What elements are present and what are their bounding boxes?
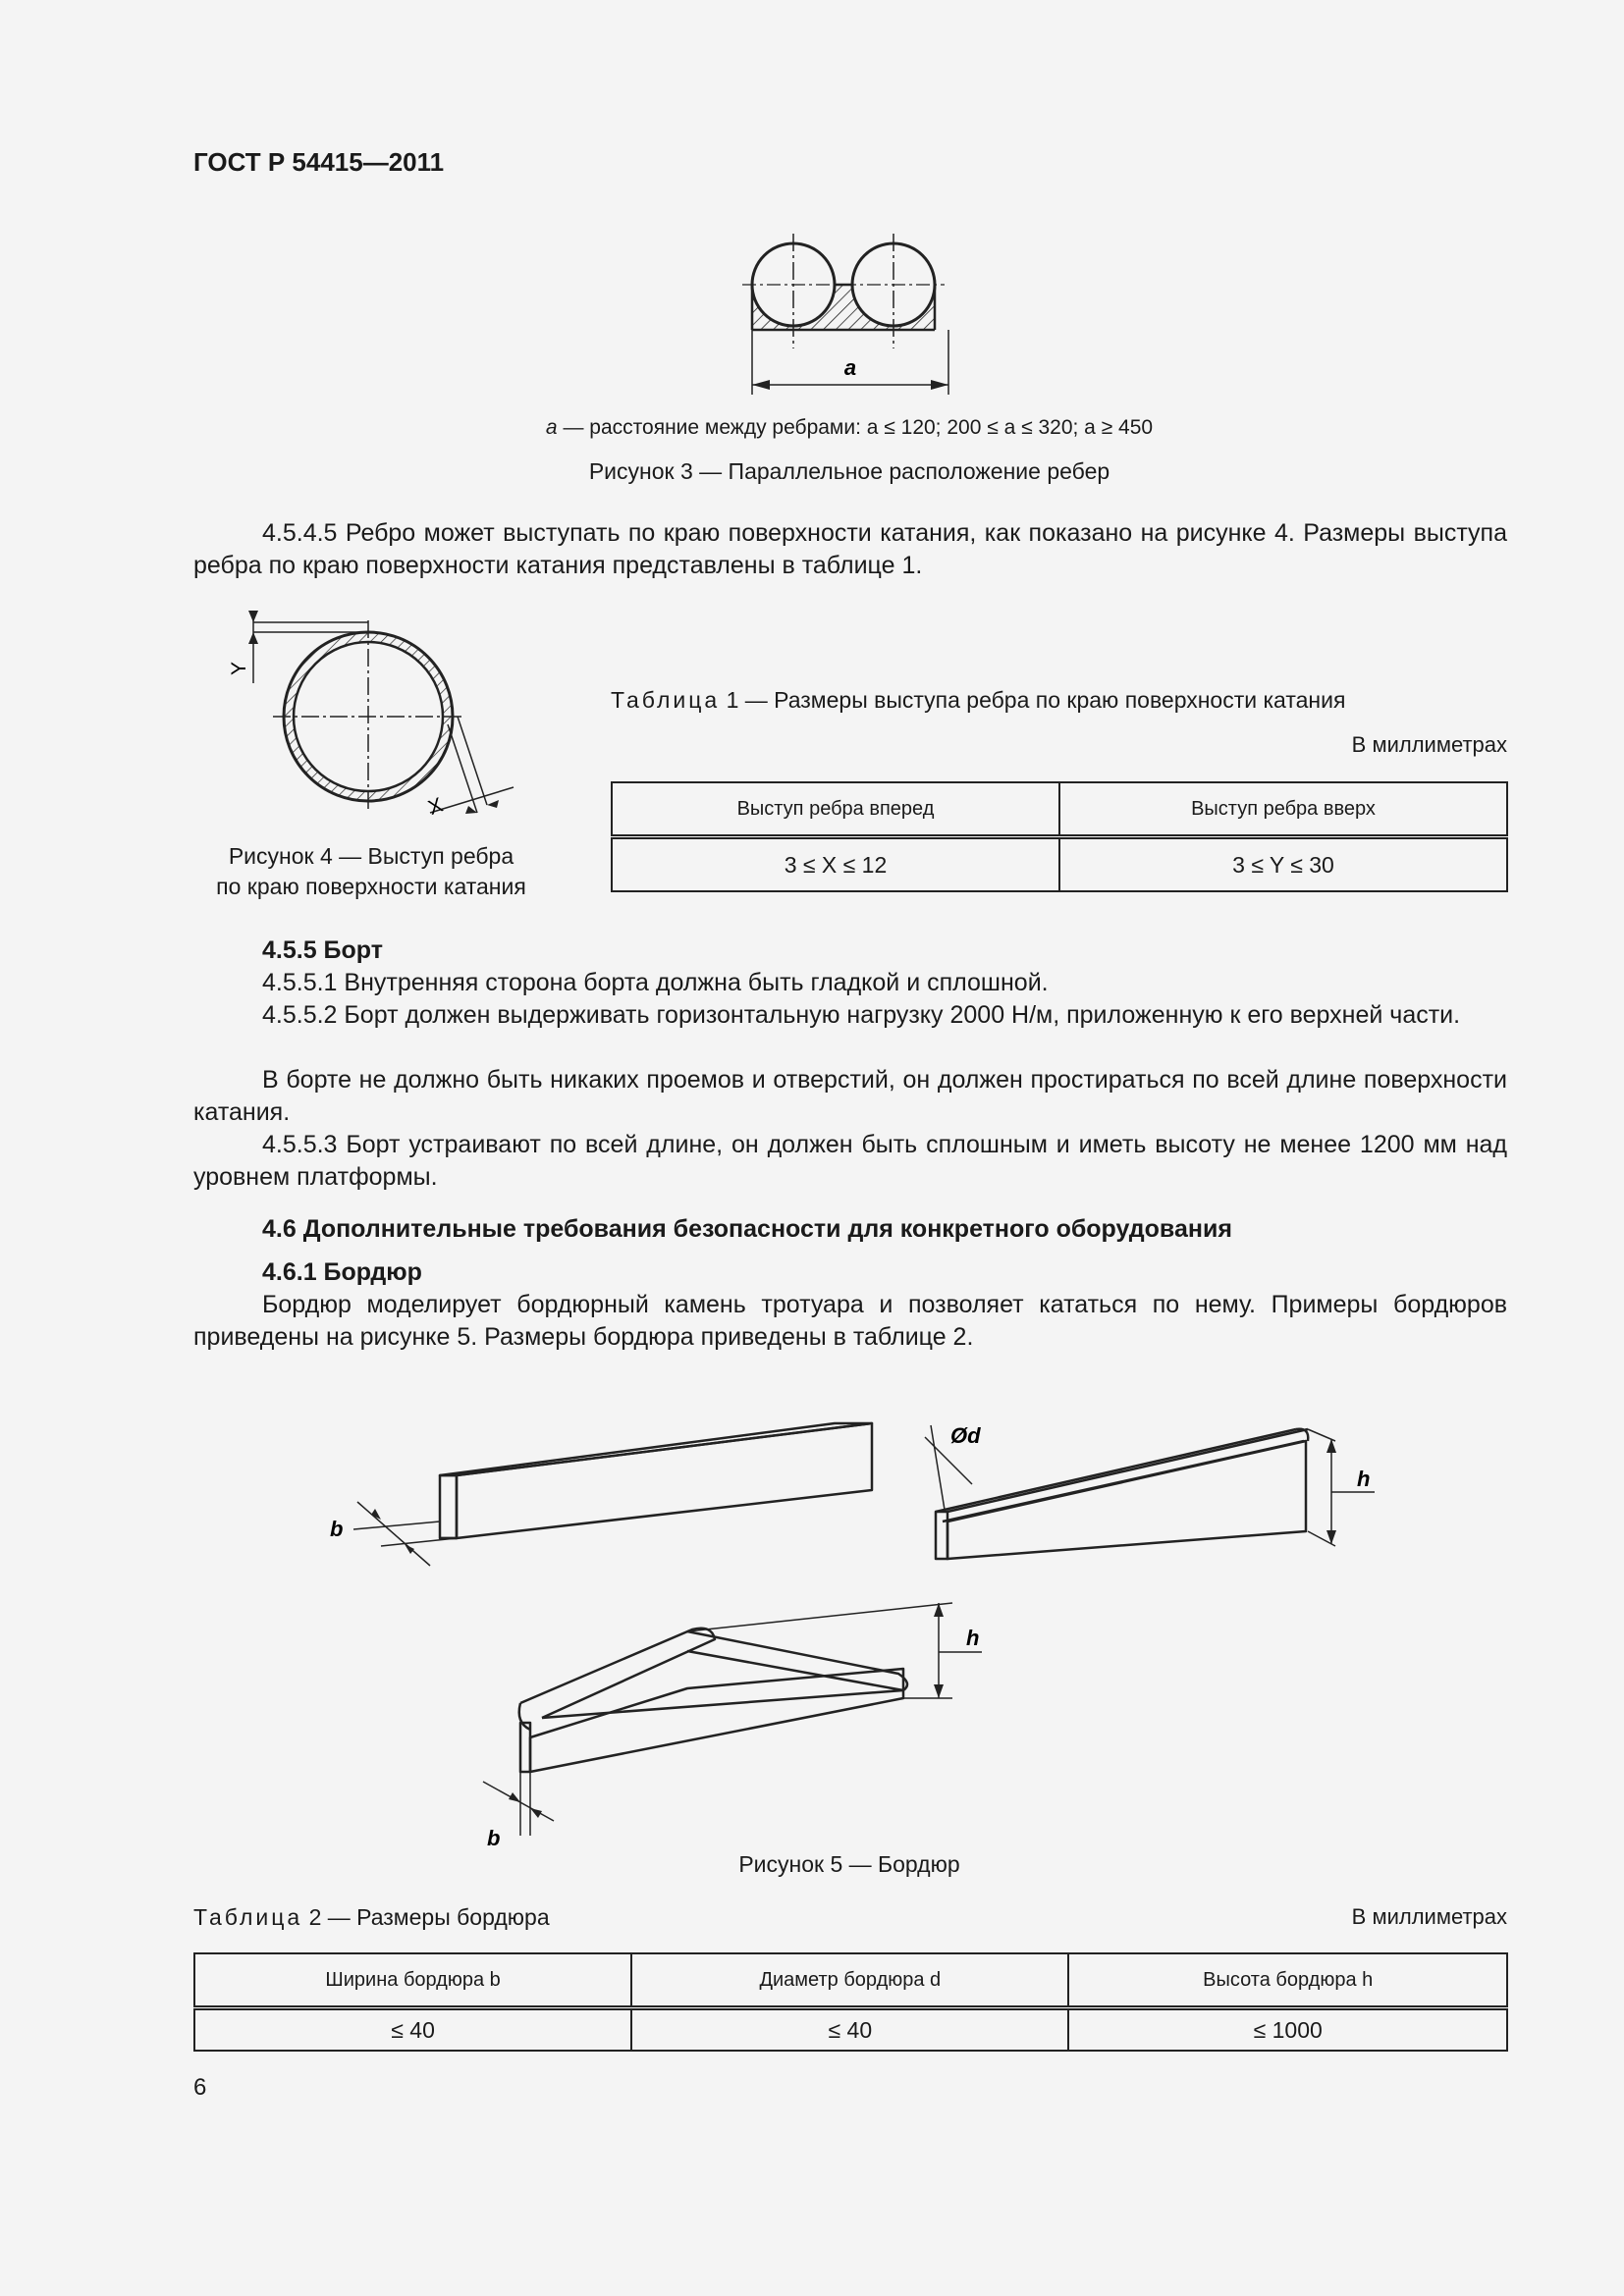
figure-4-label-y: Y [228,661,250,675]
figure-5-curb-straight [440,1423,872,1538]
figure-4-caption [193,841,549,902]
page-number: 6 [193,2074,207,2101]
figure-3-drawing [727,226,962,402]
table-2-caption [193,1904,550,1931]
section-4-6-1-heading-text: 4.6.1 Бордюр [262,1258,422,1286]
figure-5-curb-ramp [519,1629,907,1772]
figure-5-drawing [314,1374,1414,1845]
table-1-units: В миллиметрах [1351,732,1507,757]
table-1-caption-prefix: Таблица [611,687,721,713]
figure-3-dim-label: a [843,355,857,380]
figure-4-caption-line-2: по краю поверхности катания [216,874,526,899]
paragraph-4-5-4-5 [193,517,1507,582]
paragraph-4-5-5-3-text: 4.5.5.3 Борт устраивают по всей длине, он должен быть сплошным и иметь высоту не менее 1200 мм над уровнем платформы. [193,1131,1507,1191]
paragraph-4-5-5-2-cont [193,1064,1507,1129]
section-4-6-heading [193,1213,1507,1246]
table-2-header-cell: Высота бордюра h [1068,1953,1507,2008]
figure-3-legend-var: a [545,416,558,439]
table-1-cell: 3 ≤ Y ≤ 30 [1059,837,1507,892]
table-2-units: В миллиметрах [1351,1904,1507,1929]
table-2-caption-text: 2 — Размеры бордюра [302,1904,550,1930]
figure-5-label-b-ramp: b [487,1826,501,1845]
table-row [194,2008,1507,2052]
table-2-header-cell: Ширина бордюра b [194,1953,631,2008]
paragraph-4-5-5-2-text: 4.5.5.2 Борт должен выдерживать горизонтальную нагрузку 2000 Н/м, приложенную к его верхней части. [262,1001,1461,1029]
table-row [612,837,1507,892]
paragraph-4-5-4-5-text: 4.5.4.5 Ребро может выступать по краю поверхности катания, как показано на рисунке 4. Размеры выступа ребра по краю поверхности катания представлены в таблице 1. [193,519,1507,579]
figure-5-label-d: Ød [950,1423,981,1448]
table-1-header-cell: Выступ ребра вперед [612,782,1059,837]
section-4-5-5-heading-text: 4.5.5 Борт [262,936,383,964]
document-code: ГОСТ Р 54415—2011 [193,147,445,177]
paragraph-4-6-1-text: Бордюр моделирует бордюрный камень тротуара и позволяет кататься по нему. Примеры бордюров приведены на рисунке 5. Размеры бордюра приведены в таблице 2. [193,1291,1507,1351]
table-2-caption-prefix: Таблица [193,1904,303,1930]
table-2-header-row [194,1953,1507,2008]
figure-5-label-h-right: h [1357,1467,1371,1491]
figure-5-label-b-top: b [330,1517,344,1541]
table-2-cell: ≤ 40 [194,2008,631,2052]
table-1-cell: 3 ≤ X ≤ 12 [612,837,1059,892]
table-2 [193,1952,1508,2052]
figure-5-curb-wedge [936,1429,1308,1559]
table-2-cell: ≤ 1000 [1068,2008,1507,2052]
figure-5-label-h-ramp: h [966,1626,980,1650]
paragraph-4-5-5-2-cont-text: В борте не должно быть никаких проемов и отверстий, он должен простираться по всей длине поверхности катания. [193,1066,1507,1126]
figure-3-caption: Рисунок 3 — Параллельное расположение ребер [588,458,1110,484]
section-4-6-1-heading [193,1256,1507,1289]
figure-3-legend-text: — расстояние между ребрами: a ≤ 120; 200 ≤ a ≤ 320; a ≥ 450 [557,416,1154,439]
paragraph-4-5-5-3 [193,1129,1507,1194]
table-1 [611,781,1508,892]
table-1-caption [611,687,1345,714]
table-1-caption-text: 1 — Размеры выступа ребра по краю поверхности катания [720,687,1346,713]
table-1-header-row [612,782,1507,837]
figure-5-caption: Рисунок 5 — Бордюр [738,1851,960,1877]
section-4-6-heading-text: 4.6 Дополнительные требования безопасности для конкретного оборудования [262,1215,1232,1243]
figure-4-label-x: X [425,793,447,820]
table-2-header-cell: Диаметр бордюра d [631,1953,1068,2008]
paragraph-4-5-5-1 [193,967,1507,999]
figure-4-drawing [224,599,528,834]
table-2-cell: ≤ 40 [631,2008,1068,2052]
figure-4-caption-line-1: Рисунок 4 — Выступ ребра [228,843,514,869]
paragraph-4-6-1 [193,1289,1507,1354]
table-1-header-cell: Выступ ребра вверх [1059,782,1507,837]
section-4-5-5-heading [193,934,1507,967]
paragraph-4-5-5-2 [193,999,1507,1032]
figure-3-legend [393,416,1306,440]
paragraph-4-5-5-1-text: 4.5.5.1 Внутренняя сторона борта должна быть гладкой и сплошной. [262,969,1049,996]
